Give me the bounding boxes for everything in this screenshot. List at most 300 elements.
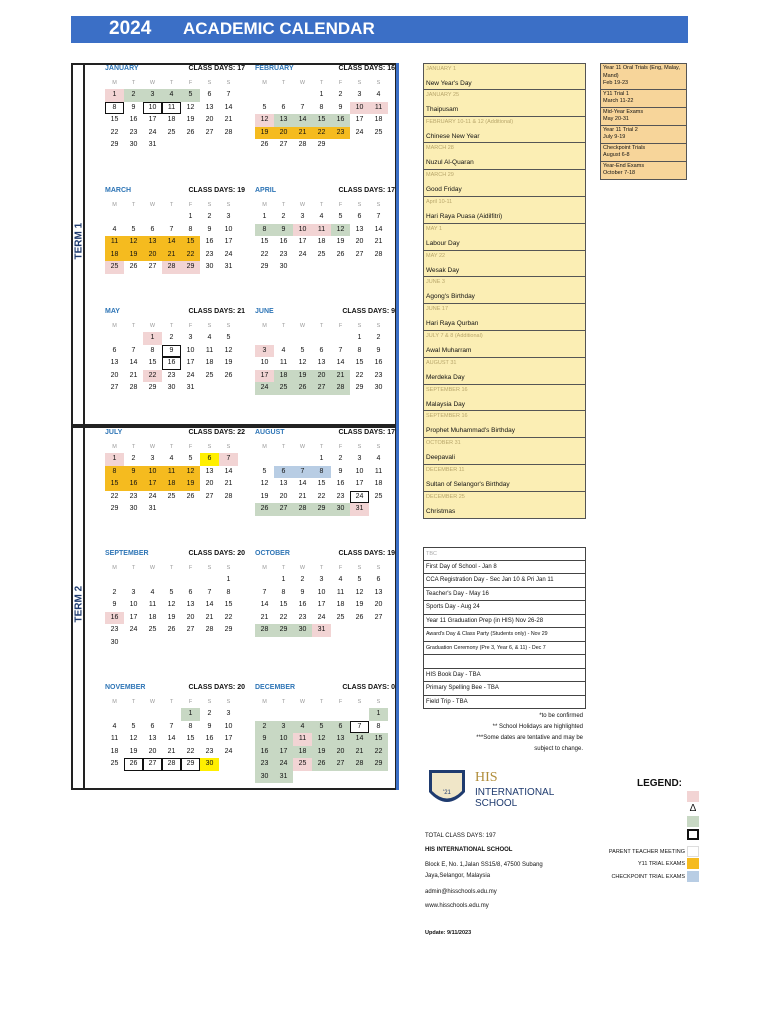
weekday-label: M bbox=[112, 80, 117, 86]
holiday-date: JANUARY 25 bbox=[426, 91, 460, 98]
weekday-label: S bbox=[207, 323, 212, 329]
day-cell: 16 bbox=[279, 238, 288, 245]
weekday-label: S bbox=[357, 202, 362, 208]
day-cell: 29 bbox=[181, 758, 200, 771]
school-email[interactable]: admin@hisschools.edu.my bbox=[425, 889, 497, 895]
week-row bbox=[255, 721, 395, 734]
holiday-name: Deepavali bbox=[426, 454, 455, 462]
weekday-label: T bbox=[131, 444, 136, 450]
day-cell: 7 bbox=[169, 225, 174, 233]
exam-row bbox=[600, 108, 687, 126]
empty-cell bbox=[293, 332, 312, 345]
note-change: subject to change. bbox=[534, 746, 583, 752]
event-row: Field Trip - TBA bbox=[423, 696, 586, 710]
day-cell: 28 bbox=[162, 261, 181, 274]
empty-cell bbox=[124, 211, 143, 224]
week-row bbox=[105, 503, 245, 516]
day-cell: 17 bbox=[274, 746, 293, 759]
legend-y11-swatch bbox=[687, 858, 699, 869]
week-row bbox=[255, 612, 395, 625]
weekday-label: T bbox=[319, 323, 324, 329]
day-cell: 18 bbox=[167, 116, 176, 123]
day-cell: 2 bbox=[376, 334, 381, 341]
day-cell: 18 bbox=[148, 613, 157, 621]
day-cell: 10 bbox=[224, 722, 233, 730]
day-cell: 30 bbox=[255, 771, 274, 784]
day-cell: 15 bbox=[279, 601, 288, 608]
note-holidays: ** School Holidays are highlighted bbox=[492, 724, 583, 730]
empty-cell bbox=[293, 453, 312, 466]
day-cell: 16 bbox=[331, 114, 350, 127]
weekday-label: T bbox=[169, 444, 174, 450]
week-row bbox=[105, 139, 245, 152]
week-row bbox=[255, 211, 395, 224]
day-cell: 12 bbox=[260, 480, 269, 487]
day-cell: 4 bbox=[162, 89, 181, 102]
weekday-label: M bbox=[112, 202, 117, 208]
holiday-date: DECEMBER 11 bbox=[426, 466, 465, 473]
week-row bbox=[105, 491, 245, 504]
day-cell: 1 bbox=[281, 576, 286, 583]
exam-row bbox=[600, 90, 687, 108]
day-cell: 4 bbox=[150, 588, 155, 596]
holiday-date: MAY 1 bbox=[426, 225, 442, 232]
day-cell: 29 bbox=[181, 261, 200, 274]
day-cell: 14 bbox=[205, 601, 214, 608]
weekday-label: S bbox=[226, 80, 231, 86]
day-cell: 24 bbox=[355, 128, 364, 136]
day-cell: 21 bbox=[224, 116, 233, 123]
weekday-label: W bbox=[149, 323, 156, 329]
week-row bbox=[105, 478, 245, 491]
week-row bbox=[255, 382, 395, 395]
legend-checkpoint-swatch bbox=[687, 871, 699, 882]
update-date: Update: 9/11/2023 bbox=[425, 930, 472, 936]
day-cell: 12 bbox=[298, 359, 307, 366]
legend-title: LEGEND: bbox=[637, 778, 682, 789]
day-cell: 7 bbox=[350, 721, 369, 734]
day-cell: 20 bbox=[374, 601, 383, 608]
weekday-label: M bbox=[112, 565, 117, 571]
day-cell: 4 bbox=[338, 576, 343, 583]
day-cell: 14 bbox=[224, 103, 233, 111]
day-cell: 12 bbox=[186, 103, 195, 111]
day-cell: 19 bbox=[260, 492, 269, 500]
weekday-label: W bbox=[299, 202, 306, 208]
holiday-date: MAY 22 bbox=[426, 252, 446, 259]
week-row bbox=[255, 114, 395, 127]
day-cell: 28 bbox=[129, 384, 138, 391]
day-cell: 22 bbox=[110, 492, 119, 500]
day-cell: 3 bbox=[150, 455, 155, 462]
day-cell: 8 bbox=[255, 224, 274, 237]
school-logo bbox=[425, 766, 565, 816]
day-cell: 8 bbox=[312, 466, 331, 479]
weekday-label: T bbox=[131, 202, 136, 208]
day-cell: 10 bbox=[293, 224, 312, 237]
day-cell: 21 bbox=[374, 238, 383, 245]
day-cell: 2 bbox=[131, 455, 136, 462]
day-cell: 3 bbox=[226, 710, 231, 717]
holiday-name: Nuzul Al-Quaran bbox=[426, 159, 474, 167]
month-name: DECEMBER bbox=[255, 684, 296, 691]
class-days: CLASS DAYS: 17 bbox=[338, 187, 395, 194]
day-cell: 3 bbox=[143, 89, 162, 102]
day-cell: 20 bbox=[279, 492, 288, 500]
day-cell: 4 bbox=[376, 455, 381, 462]
day-cell: 30 bbox=[279, 263, 288, 270]
weekday-label: T bbox=[281, 444, 286, 450]
week-row bbox=[255, 478, 395, 491]
empty-cell bbox=[312, 261, 331, 274]
day-cell: 5 bbox=[169, 588, 174, 596]
day-cell: 14 bbox=[298, 480, 307, 487]
day-cell: 6 bbox=[331, 721, 350, 734]
day-cell: 21 bbox=[162, 249, 181, 262]
day-cell: 14 bbox=[167, 735, 176, 742]
weekday-label: S bbox=[376, 323, 381, 329]
month-header bbox=[255, 684, 395, 696]
logo-school: SCHOOL bbox=[475, 798, 518, 809]
holiday-row bbox=[423, 331, 586, 358]
day-cell: 30 bbox=[205, 263, 214, 270]
day-cell: 20 bbox=[110, 371, 119, 379]
weekday-label: T bbox=[131, 699, 136, 705]
day-cell: 24 bbox=[255, 382, 274, 395]
day-cell: 6 bbox=[188, 588, 193, 596]
empty-cell bbox=[331, 624, 350, 637]
day-cell: 25 bbox=[167, 128, 176, 136]
day-cell: 18 bbox=[293, 746, 312, 759]
weekday-header bbox=[255, 320, 395, 332]
day-cell: 7 bbox=[207, 588, 212, 596]
day-cell: 3 bbox=[131, 588, 136, 596]
empty-cell bbox=[200, 637, 219, 650]
holiday-date: JUNE 17 bbox=[426, 306, 449, 313]
weekday-label: T bbox=[319, 699, 324, 705]
legend-exam-box bbox=[687, 829, 699, 840]
week-row bbox=[255, 345, 395, 358]
day-cell: 14 bbox=[336, 359, 345, 366]
weekday-label: T bbox=[131, 80, 136, 86]
day-cell: 3 bbox=[357, 455, 362, 462]
weekday-label: T bbox=[131, 565, 136, 571]
week-row bbox=[255, 587, 395, 600]
day-cell: 9 bbox=[131, 103, 136, 111]
day-cell: 23 bbox=[110, 626, 119, 633]
day-cell: 25 bbox=[148, 626, 157, 633]
week-row bbox=[255, 503, 395, 516]
day-cell: 9 bbox=[112, 601, 117, 608]
day-cell: 17 bbox=[224, 238, 233, 245]
holiday-row bbox=[423, 411, 586, 438]
month-name: NOVEMBER bbox=[105, 684, 146, 691]
day-cell: 15 bbox=[105, 478, 124, 491]
week-row bbox=[105, 249, 245, 262]
day-cell: 2 bbox=[112, 588, 117, 596]
empty-cell bbox=[105, 574, 124, 587]
empty-cell bbox=[350, 139, 369, 152]
day-cell: 15 bbox=[355, 359, 364, 366]
day-cell: 10 bbox=[129, 601, 138, 608]
day-cell: 24 bbox=[298, 250, 307, 258]
week-row bbox=[255, 224, 395, 237]
day-cell: 5 bbox=[312, 721, 331, 734]
empty-cell bbox=[331, 332, 350, 345]
note-tbc: *to be confirmed bbox=[539, 713, 583, 719]
holiday-name: Chinese New Year bbox=[426, 132, 480, 140]
week-row bbox=[105, 211, 245, 224]
day-cell: 27 bbox=[110, 384, 119, 391]
holiday-date: OCTOBER 31 bbox=[426, 440, 461, 447]
day-cell: 28 bbox=[374, 250, 383, 258]
day-cell: 1 bbox=[357, 334, 362, 341]
day-cell: 11 bbox=[312, 224, 331, 237]
event-row: First Day of School - Jan 8 bbox=[423, 561, 586, 575]
weekday-label: W bbox=[149, 202, 156, 208]
day-cell: 15 bbox=[317, 480, 326, 487]
note-tentative: ***Some dates are tentative and may be bbox=[476, 735, 583, 741]
day-cell: 11 bbox=[205, 346, 214, 354]
day-cell: 31 bbox=[148, 505, 157, 512]
weekday-label: M bbox=[262, 202, 267, 208]
school-address-1: Block E, No. 1,Jalan SS15/8, 47500 Subang bbox=[425, 862, 543, 868]
empty-cell bbox=[105, 708, 124, 721]
term-divider bbox=[396, 63, 399, 790]
empty-cell bbox=[312, 332, 331, 345]
holiday-date: JULY 7 & 8 (Additional) bbox=[426, 332, 483, 339]
day-cell: 23 bbox=[336, 492, 345, 500]
day-cell: 28 bbox=[255, 624, 274, 637]
day-cell: 4 bbox=[281, 346, 286, 354]
empty-cell bbox=[350, 624, 369, 637]
title-bar bbox=[71, 16, 688, 43]
class-days: CLASS DAYS: 9 bbox=[342, 308, 395, 315]
day-cell: 15 bbox=[110, 116, 119, 123]
class-days: CLASS DAYS: 16 bbox=[338, 65, 395, 72]
week-row bbox=[255, 236, 395, 249]
month-name: FEBRUARY bbox=[255, 65, 294, 72]
weekday-label: S bbox=[357, 699, 362, 705]
day-cell: 3 bbox=[255, 345, 274, 358]
day-cell: 18 bbox=[317, 238, 326, 245]
month-name: OCTOBER bbox=[255, 550, 290, 557]
weekday-label: T bbox=[281, 565, 286, 571]
empty-cell bbox=[369, 261, 388, 274]
day-cell: 29 bbox=[260, 263, 269, 270]
empty-cell bbox=[124, 332, 143, 345]
day-cell: 9 bbox=[300, 588, 305, 596]
weekday-header bbox=[255, 199, 395, 211]
month-october bbox=[255, 550, 395, 637]
class-days: CLASS DAYS: 19 bbox=[338, 550, 395, 557]
day-cell: 19 bbox=[336, 238, 345, 245]
day-cell: 12 bbox=[255, 114, 274, 127]
weekday-label: F bbox=[338, 444, 343, 450]
day-cell: 22 bbox=[317, 492, 326, 500]
day-cell: 19 bbox=[129, 747, 138, 755]
empty-cell bbox=[181, 503, 200, 516]
day-cell: 6 bbox=[319, 346, 324, 354]
day-cell: 11 bbox=[369, 102, 388, 115]
legend-holiday-swatch bbox=[687, 791, 699, 802]
day-cell: 7 bbox=[219, 453, 238, 466]
week-row bbox=[255, 771, 395, 784]
day-cell: 20 bbox=[274, 127, 293, 140]
day-cell: 4 bbox=[207, 334, 212, 341]
day-cell: 14 bbox=[350, 733, 369, 746]
weekday-label: M bbox=[262, 80, 267, 86]
weekday-header bbox=[255, 441, 395, 453]
empty-cell bbox=[255, 332, 274, 345]
day-cell: 18 bbox=[105, 249, 124, 262]
day-cell: 22 bbox=[279, 613, 288, 621]
weekday-label: W bbox=[149, 565, 156, 571]
month-name: SEPTEMBER bbox=[105, 550, 149, 557]
holiday-name: Sultan of Selangor's Birthday bbox=[426, 480, 510, 488]
day-cell: 26 bbox=[255, 503, 274, 516]
day-cell: 13 bbox=[205, 467, 214, 475]
day-cell: 11 bbox=[162, 102, 181, 115]
empty-cell bbox=[274, 89, 293, 102]
day-cell: 17 bbox=[224, 735, 233, 742]
holiday-list bbox=[423, 63, 586, 519]
weekday-label: S bbox=[376, 699, 381, 705]
week-row bbox=[105, 357, 245, 370]
empty-cell bbox=[143, 708, 162, 721]
month-header bbox=[105, 65, 245, 77]
day-cell: 1 bbox=[369, 708, 388, 721]
weekday-header bbox=[105, 562, 245, 574]
day-cell: 13 bbox=[374, 588, 383, 596]
day-cell: 23 bbox=[255, 758, 274, 771]
school-address-2: Jaya,Selangor, Malaysia bbox=[425, 873, 491, 879]
day-cell: 24 bbox=[224, 250, 233, 258]
holiday-row bbox=[423, 224, 586, 251]
logo-his: HIS bbox=[475, 770, 498, 785]
day-cell: 12 bbox=[181, 466, 200, 479]
day-cell: 1 bbox=[181, 708, 200, 721]
day-cell: 10 bbox=[143, 102, 162, 115]
day-cell: 10 bbox=[274, 733, 293, 746]
day-cell: 15 bbox=[369, 733, 388, 746]
month-header bbox=[105, 429, 245, 441]
day-cell: 9 bbox=[207, 225, 212, 233]
day-cell: 2 bbox=[281, 213, 286, 220]
day-cell: 14 bbox=[374, 225, 383, 233]
day-cell: 2 bbox=[207, 213, 212, 220]
weekday-label: W bbox=[149, 80, 156, 86]
event-row: Award's Day & Class Party (Students only) - Nov 29 bbox=[423, 628, 586, 642]
holiday-date: SEPTEMBER 16 bbox=[426, 413, 468, 420]
class-days: CLASS DAYS: 21 bbox=[188, 308, 245, 315]
day-cell: 16 bbox=[162, 357, 181, 370]
week-row bbox=[105, 587, 245, 600]
legend-ptm-swatch bbox=[687, 846, 699, 857]
empty-cell bbox=[219, 139, 238, 152]
event-row: CCA Registration Day - Sec Jan 10 & Pri Jan 11 bbox=[423, 574, 586, 588]
day-cell: 18 bbox=[205, 359, 214, 366]
day-cell: 6 bbox=[112, 346, 117, 354]
holiday-row bbox=[423, 358, 586, 385]
empty-cell bbox=[369, 139, 388, 152]
class-days: CLASS DAYS: 20 bbox=[188, 684, 245, 691]
day-cell: 11 bbox=[148, 601, 157, 608]
day-cell: 27 bbox=[186, 626, 195, 633]
event-row: Year 11 Graduation Prep (in HIS) Nov 26-28 bbox=[423, 615, 586, 629]
weekday-label: S bbox=[226, 323, 231, 329]
week-row bbox=[105, 599, 245, 612]
month-header bbox=[105, 187, 245, 199]
day-cell: 1 bbox=[226, 576, 231, 583]
weekday-label: S bbox=[376, 565, 381, 571]
day-cell: 13 bbox=[148, 735, 157, 742]
day-cell: 8 bbox=[226, 588, 231, 596]
month-name: AUGUST bbox=[255, 429, 285, 436]
month-march bbox=[105, 187, 245, 274]
day-cell: 3 bbox=[274, 721, 293, 734]
day-cell: 29 bbox=[224, 626, 233, 633]
day-cell: 1 bbox=[319, 455, 324, 462]
day-cell: 6 bbox=[150, 225, 155, 233]
empty-cell bbox=[293, 261, 312, 274]
weekday-label: T bbox=[169, 80, 174, 86]
weekday-label: F bbox=[188, 699, 193, 705]
weekday-label: F bbox=[338, 323, 343, 329]
day-cell: 28 bbox=[224, 128, 233, 136]
empty-cell bbox=[124, 574, 143, 587]
empty-cell bbox=[143, 574, 162, 587]
day-cell: 7 bbox=[226, 91, 231, 98]
day-cell: 13 bbox=[143, 236, 162, 249]
day-cell: 20 bbox=[148, 747, 157, 755]
day-cell: 13 bbox=[279, 480, 288, 487]
day-cell: 16 bbox=[255, 746, 274, 759]
legend-triangle-icon: Δ bbox=[689, 803, 697, 814]
empty-cell bbox=[181, 637, 200, 650]
day-cell: 26 bbox=[293, 382, 312, 395]
month-header bbox=[255, 550, 395, 562]
day-cell: 12 bbox=[124, 236, 143, 249]
school-website[interactable]: www.hisschools.edu.my bbox=[425, 903, 489, 909]
day-cell: 17 bbox=[355, 480, 364, 487]
weekday-label: S bbox=[357, 323, 362, 329]
day-cell: 22 bbox=[312, 127, 331, 140]
day-cell: 14 bbox=[293, 114, 312, 127]
holiday-name: Thaipusam bbox=[426, 105, 459, 113]
week-row bbox=[105, 746, 245, 759]
week-row bbox=[105, 370, 245, 383]
day-cell: 11 bbox=[162, 466, 181, 479]
class-days: CLASS DAYS: 19 bbox=[188, 187, 245, 194]
day-cell: 15 bbox=[312, 114, 331, 127]
day-cell: 15 bbox=[224, 601, 233, 608]
day-cell: 17 bbox=[129, 613, 138, 621]
day-cell: 20 bbox=[331, 746, 350, 759]
day-cell: 12 bbox=[331, 224, 350, 237]
day-cell: 1 bbox=[319, 91, 324, 98]
weekday-header bbox=[105, 320, 245, 332]
day-cell: 30 bbox=[331, 503, 350, 516]
day-cell: 6 bbox=[200, 453, 219, 466]
month-name: APRIL bbox=[255, 187, 276, 194]
week-row bbox=[105, 89, 245, 102]
day-cell: 10 bbox=[355, 467, 364, 475]
day-cell: 27 bbox=[143, 758, 162, 771]
empty-cell bbox=[312, 708, 331, 721]
day-cell: 9 bbox=[274, 224, 293, 237]
week-row bbox=[105, 127, 245, 140]
